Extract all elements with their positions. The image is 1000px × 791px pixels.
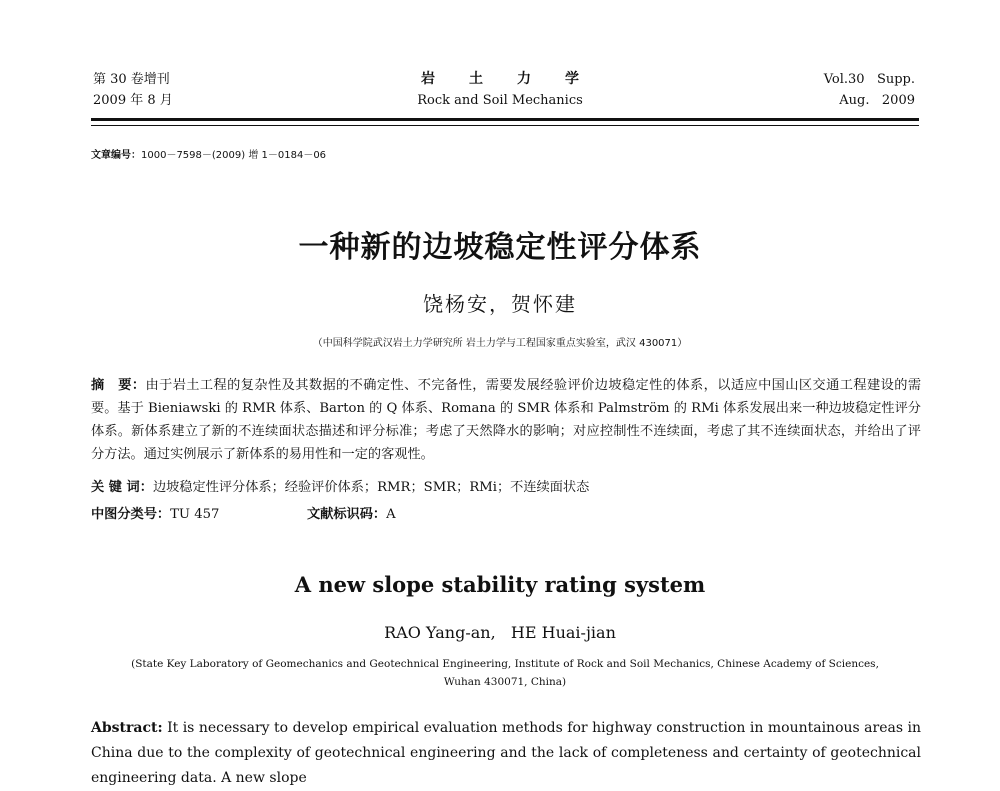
affiliation-cn: （中国科学院武汉岩土力学研究所 岩土力学与工程国家重点实验室，武汉 430071） xyxy=(312,338,688,349)
abstract-en-text: It is necessary to develop empirical evaluation methods for highway construction in mountainous areas in China due to the complexity of geotechnical engineering and the lack of completeness and certainty of geotechnical engineering data. A new slope xyxy=(91,720,921,786)
article-number-value: 1000－7598－(2009) 增 1－0184－06 xyxy=(141,150,327,161)
paper-title-cn: 一种新的边坡稳定性评分体系 xyxy=(298,230,702,265)
authors-en: RAO Yang-an, HE Huai-jian xyxy=(384,623,616,642)
issue-date-label: 2009 年 8 月 xyxy=(93,93,173,108)
article-number xyxy=(91,146,326,161)
document-code-value: A xyxy=(386,507,396,522)
journal-name-en: Rock and Soil Mechanics xyxy=(417,93,583,108)
keywords-cn-label: 关 键 词： xyxy=(91,480,153,495)
volume-label-en: Vol.30 Supp. xyxy=(823,72,915,87)
document-code-label: 文献标识码： xyxy=(307,507,387,522)
authors-cn: 饶杨安，贺怀建 xyxy=(423,292,577,316)
article-number-label: 文章编号： xyxy=(91,150,141,161)
affiliation-en-line2: Wuhan 430071, China) xyxy=(443,676,567,688)
journal-volume-en xyxy=(824,69,915,111)
abstract-en-label: Abstract: xyxy=(91,720,163,736)
issue-date-en: Aug. 2009 xyxy=(839,93,915,108)
header-rule-thin xyxy=(91,125,919,126)
document-code xyxy=(307,503,396,522)
abstract-cn xyxy=(91,374,921,466)
abstract-en xyxy=(91,716,921,791)
header-rule-thick xyxy=(91,118,919,121)
classification-label: 中图分类号： xyxy=(91,507,171,522)
keywords-cn xyxy=(91,476,589,495)
classification-value: TU 457 xyxy=(170,507,220,522)
abstract-cn-text: 由于岩土工程的复杂性及其数据的不确定性、不完备性，需要发展经验评价边坡稳定性的体系，以适应中国山区交通工程建设的需要。基于 Bieniawski 的 RMR 体系、Barton 的 Q 体系、Romana 的 SMR 体系和 Palmström 的 RMi 体系发展出来一种边坡稳定性评分体系。新体系建立了新的不连续面状态描述和评分标准；考虑了天然降水的影响；对应控制性不连续面，考虑了其不连续面状态，并给出了评分方法。通过实例展示了新体系的易用性和一定的客观性。 xyxy=(91,378,922,462)
keywords-cn-text: 边坡稳定性评分体系；经验评价体系；RMR；SMR；RMi；不连续面状态 xyxy=(152,480,590,495)
classification-number xyxy=(91,503,219,522)
abstract-cn-label: 摘 要： xyxy=(91,378,146,393)
volume-label: 第 30 卷增刊 xyxy=(93,72,170,87)
affiliation-en xyxy=(90,655,920,691)
paper-title-en: A new slope stability rating system xyxy=(294,572,706,597)
journal-name-cn: 岩土力学 xyxy=(421,71,613,87)
affiliation-en-line1: (State Key Laboratory of Geomechanics and Geotechnical Engineering, Institute of Rock and Soil Mechanics, Chinese Academy of Sciences, xyxy=(131,658,879,670)
